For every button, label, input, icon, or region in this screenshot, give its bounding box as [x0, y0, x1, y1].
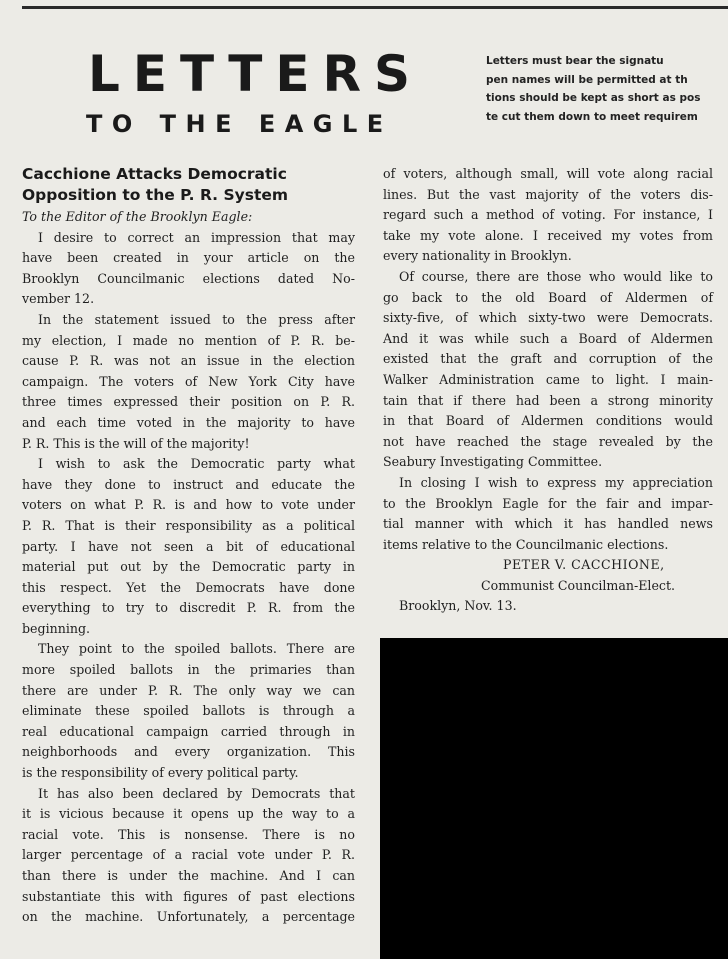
signature-name: PETER V. CACCHIONE,	[503, 557, 665, 573]
text-line: everything to try to discredit P. R. from the	[22, 600, 355, 616]
text-line: in that Board of Aldermen conditions would	[383, 413, 713, 429]
letter-headline	[22, 164, 355, 206]
text-line: P. R. This is the will of the majority!	[22, 435, 250, 451]
text-line: sixty-five, of which sixty-two were Democrats.	[383, 310, 713, 326]
text-line: my election, I made no mention of P. R. be-	[22, 332, 355, 348]
text-line: it is vicious because it opens up the way to a	[22, 806, 355, 822]
text-line: on the machine. Unfortunately, a percentage	[22, 909, 355, 925]
text-line: They point to the spoiled ballots. There are	[38, 641, 355, 657]
text-line: there are under P. R. The only way we can	[22, 682, 355, 698]
letter-body-right	[383, 164, 713, 555]
text-line: party. I have not seen a bit of educational	[22, 538, 355, 554]
text-line: beginning.	[22, 620, 91, 636]
text-line: take my vote alone. I received my votes from	[383, 227, 713, 243]
text-line: lines. But the vast majority of the voters dis-	[383, 186, 713, 202]
text-line: have they done to instruct and educate the	[22, 476, 355, 492]
masthead-title: LETTERS	[88, 45, 424, 103]
text-line: is the responsibility of every political party.	[22, 765, 299, 781]
text-line: more spoiled ballots in the primaries than	[22, 662, 355, 678]
text-line: neighborhoods and every organization. This	[22, 744, 355, 760]
black-redaction-block	[380, 638, 728, 959]
signature-title: Communist Councilman-Elect.	[481, 577, 676, 593]
text-line: every nationality in Brooklyn.	[383, 248, 572, 264]
text-line: existed that the graft and corruption of the	[383, 351, 713, 367]
masthead-subtitle: TO THE EAGLE	[86, 110, 393, 138]
notice-line: pen names will be permitted at th	[486, 73, 688, 86]
text-line: have been created in your article on the	[22, 250, 355, 266]
letter-salutation: To the Editor of the Brooklyn Eagle:	[22, 209, 253, 224]
signature-place-date: Brooklyn, Nov. 13.	[399, 598, 517, 614]
text-line: of voters, although small, will vote along racial	[383, 166, 713, 181]
text-line: Seabury Investigating Committee.	[383, 454, 603, 470]
text-line: three times expressed their position on P. R.	[22, 394, 355, 410]
notice-line: tions should be kept as short as pos	[486, 92, 701, 104]
text-line: In the statement issued to the press after	[38, 311, 355, 327]
text-line: In closing I wish to express my appreciation	[399, 474, 713, 490]
text-line: racial vote. This is nonsense. There is no	[22, 826, 355, 842]
headline-line: Opposition to the P. R. System	[22, 186, 289, 204]
text-line: Of course, there are those who would like to	[399, 268, 713, 284]
text-line: this respect. Yet the Democrats have done	[22, 579, 355, 595]
text-line: vember 12.	[22, 291, 95, 307]
text-line: than there is under the machine. And I can	[22, 868, 355, 883]
notice-line: Letters must bear the signatu	[486, 55, 664, 67]
text-line: Brooklyn Councilmanic elections dated No-	[22, 270, 355, 286]
text-line: items relative to the Councilmanic elections.	[383, 536, 669, 552]
text-line: campaign. The voters of New York City have	[22, 373, 355, 389]
text-line: voters on what P. R. is and how to vote under	[22, 497, 355, 513]
text-line: P. R. That is their responsibility as a political	[22, 517, 355, 533]
text-line: to the Brooklyn Eagle for the fair and impar-	[383, 495, 713, 511]
text-line: not have reached the stage revealed by the	[383, 433, 713, 449]
text-line: And it was while such a Board of Aldermen	[383, 330, 713, 346]
text-line: larger percentage of a racial vote under P. R.	[22, 847, 355, 863]
top-rule	[22, 6, 728, 9]
text-line: It has also been declared by Democrats that	[38, 785, 355, 801]
text-line: cause P. R. was not an issue in the election	[22, 353, 355, 369]
text-line: regard such a method of voting. For instance, I	[383, 207, 713, 223]
notice-line: te cut them down to meet requirem	[486, 110, 698, 123]
letters-notice	[486, 52, 728, 126]
text-line: tain that if there had been a strong minority	[383, 392, 713, 408]
text-line: substantiate this with figures of past elections	[22, 888, 355, 904]
letter-body-left	[22, 228, 355, 928]
text-line: go back to the old Board of Aldermen of	[383, 289, 713, 305]
text-line: real educational campaign carried through in	[22, 723, 355, 739]
text-line: material put out by the Democratic party in	[22, 559, 355, 575]
letter-column-left	[22, 164, 355, 928]
headline-line: Cacchione Attacks Democratic	[22, 165, 287, 183]
text-line: and each time voted in the majority to have	[22, 414, 355, 430]
text-line: eliminate these spoiled ballots is through a	[22, 703, 355, 719]
letter-column-right	[383, 164, 713, 617]
text-line: Walker Administration came to light. I main-	[383, 371, 713, 387]
text-line: I wish to ask the Democratic party what	[38, 456, 355, 472]
text-line: tial manner with which it has handled news	[383, 516, 713, 532]
text-line: I desire to correct an impression that may	[38, 229, 355, 245]
